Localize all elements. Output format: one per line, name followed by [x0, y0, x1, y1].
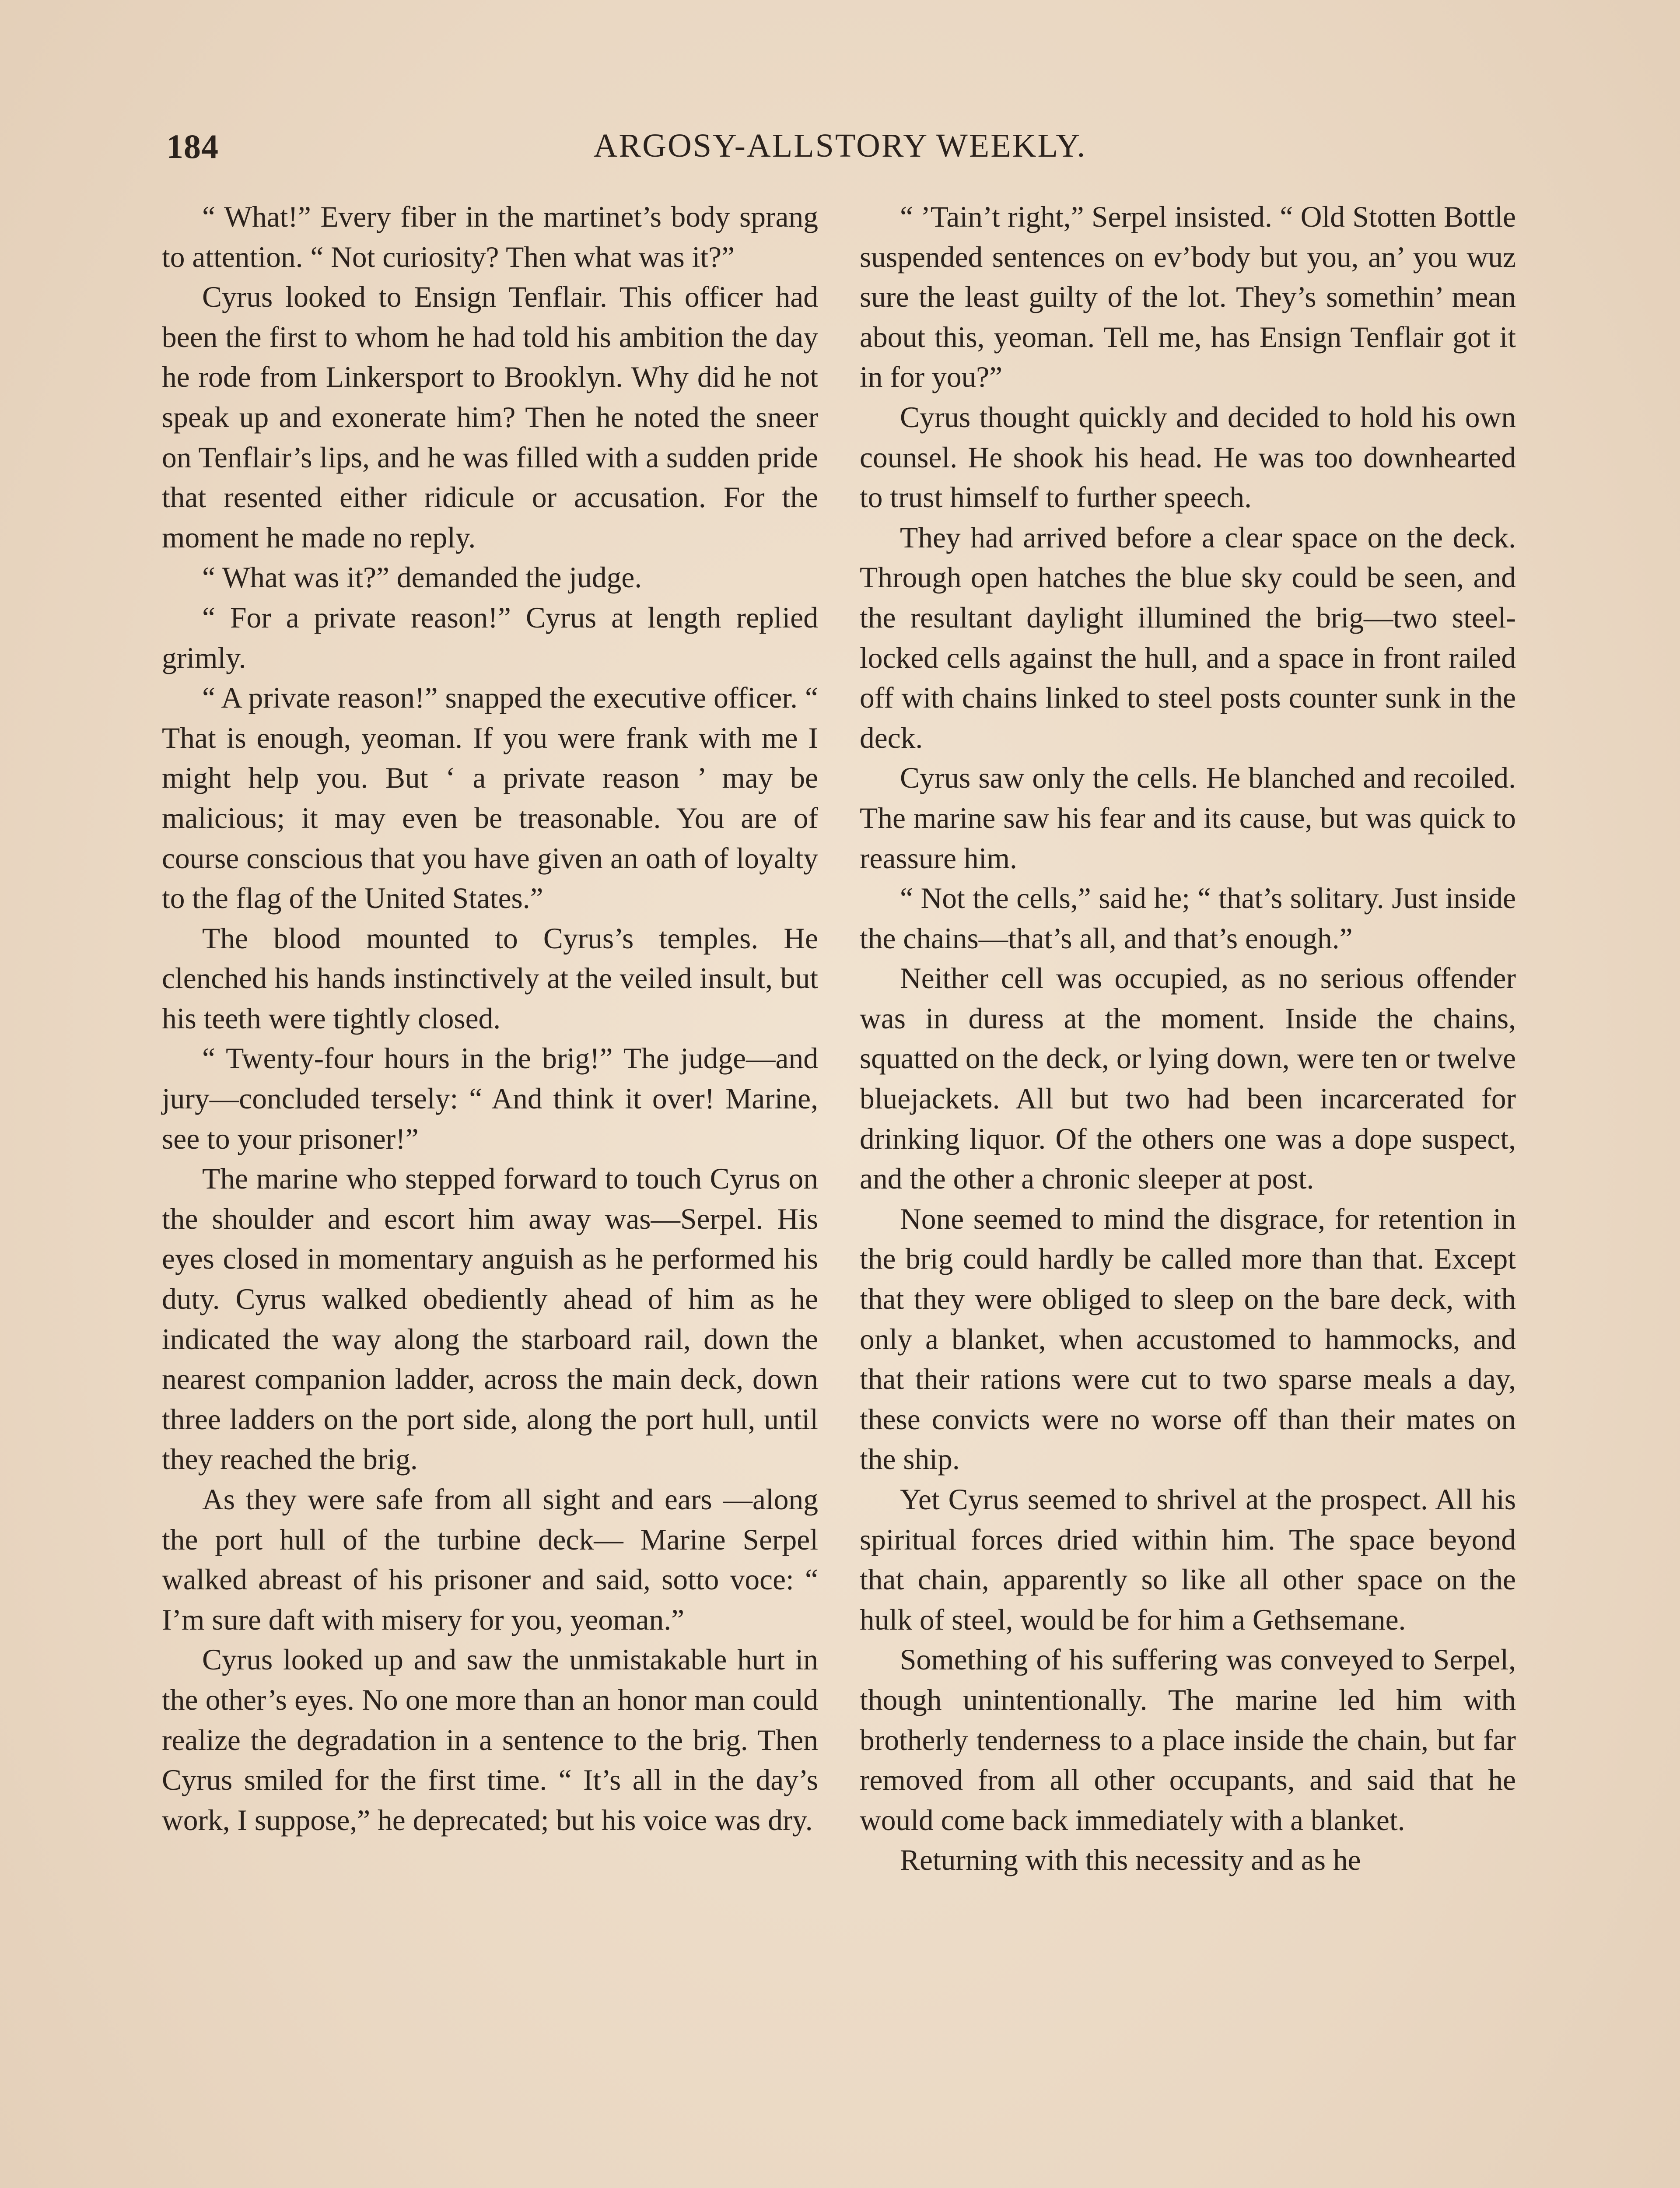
paragraph: “ ’Tain’t right,” Serpel insisted. “ Old Stotten Bottle suspended sentences on ev’body but you, an’ you wuz sure the least guilty of the lot. They’s somethin’ mean about this, yeoman. Tell me, has Ensign Tenflair got it in for you?” — [860, 200, 1516, 394]
page-number: 184 — [166, 127, 219, 165]
paragraph: Returning with this necessity and as he — [900, 1844, 1361, 1877]
paragraph: “ What was it?” demanded the judge. — [202, 561, 642, 594]
paragraph: The marine who stepped forward to touch Cyrus on the shoulder and escort him away was—Serpel. His eyes closed in momentary anguish as he performed his duty. Cyrus walked obediently ahead of him as he indicated the way along the starboard rail, down the nearest companion ladder, across the main deck, down three ladders on the port side, along the port hull, until they reached the brig. — [162, 1162, 818, 1476]
paragraph: Neither cell was occupied, as no serious offender was in duress at the moment. Inside the chains, squatted on the deck, or lying down, were ten or twelve bluejackets. All but two had been incarcerated for drinking liquor. Of the others one was a dope suspect, and the other a chronic sleeper at post. — [860, 962, 1516, 1196]
paragraph: As they were safe from all sight and ears —along the port hull of the turbine deck— Marine Serpel walked abreast of his prisoner and said, sotto voce: “ I’m sure daft with misery for you, yeoman.” — [162, 1483, 818, 1636]
page-header — [166, 127, 1514, 175]
paragraph: Cyrus looked up and saw the unmistakable hurt in the other’s eyes. No one more than an honor man could realize the degradation in a sentence to the brig. Then Cyrus smiled for the first time. “ It’s all in the day’s work, I suppose,” he deprecated; but his voice was dry. — [162, 1643, 818, 1837]
paragraph: Cyrus saw only the cells. He blanched and recoiled. The marine saw his fear and its cause, but was quick to reassure him. — [860, 761, 1516, 875]
paragraph: “ For a private reason!” Cyrus at length replied grimly. — [162, 601, 818, 674]
paragraph: Yet Cyrus seemed to shrivel at the prospect. All his spiritual forces dried within him. The space beyond that chain, apparently so like all other space on the hulk of steel, would be for him a Gethsemane. — [860, 1483, 1516, 1636]
paragraph: None seemed to mind the disgrace, for retention in the brig could hardly be called more than that. Except that they were obliged to sleep on the bare deck, with only a blanket, when accustomed to hammocks, and that their rations were cut to two sparse meals a day, these convicts were no worse off than their mates on the ship. — [860, 1202, 1516, 1476]
right-column — [860, 197, 1516, 1880]
paragraph: Cyrus thought quickly and decided to hold his own counsel. He shook his head. He was too downhearted to trust himself to further speech. — [860, 400, 1516, 514]
left-column — [162, 197, 818, 1840]
paragraph: “ Twenty-four hours in the brig!” The judge—and jury—concluded tersely: “ And think it over! Marine, see to your prisoner!” — [162, 1042, 818, 1155]
paragraph: “ Not the cells,” said he; “ that’s solitary. Just inside the chains—that’s all, and that’s enough.” — [860, 882, 1516, 955]
paragraph: Cyrus looked to Ensign Tenflair. This officer had been the first to whom he had told his ambition the day he rode from Linkersport to Brooklyn. Why did he not speak up and exonerate him? Then he noted the sneer on Tenflair’s lips, and he was filled with a sudden pride that resented either ridicule or accusation. For the moment he made no reply. — [162, 281, 818, 554]
running-title: ARGOSY-ALLSTORY WEEKLY. — [593, 127, 1087, 164]
paragraph: They had arrived before a clear space on the deck. Through open hatches the blue sky could be seen, and the resultant daylight illumined the brig—two steel-locked cells against the hull, and a space in front railed off with chains linked to steel posts counter sunk in the deck. — [860, 521, 1516, 754]
paragraph: “ What!” Every fiber in the martinet’s body sprang to attention. “ Not curiosity? Then what was it?” — [162, 200, 818, 274]
paragraph: Something of his suffering was conveyed to Serpel, though unintentionally. The marine led him with brotherly tenderness to a place inside the chain, but far removed from all other occupants, and said that he would come back immediately with a blanket. — [860, 1643, 1516, 1837]
paragraph: “ A private reason!” snapped the executive officer. “ That is enough, yeoman. If you were frank with me I might help you. But ‘ a private reason ’ may be malicious; it may even be treasonable. You are of course conscious that you have given an oath of loyalty to the flag of the United States.” — [162, 681, 818, 915]
paragraph: The blood mounted to Cyrus’s temples. He clenched his hands instinctively at the veiled insult, but his teeth were tightly closed. — [162, 922, 818, 1035]
